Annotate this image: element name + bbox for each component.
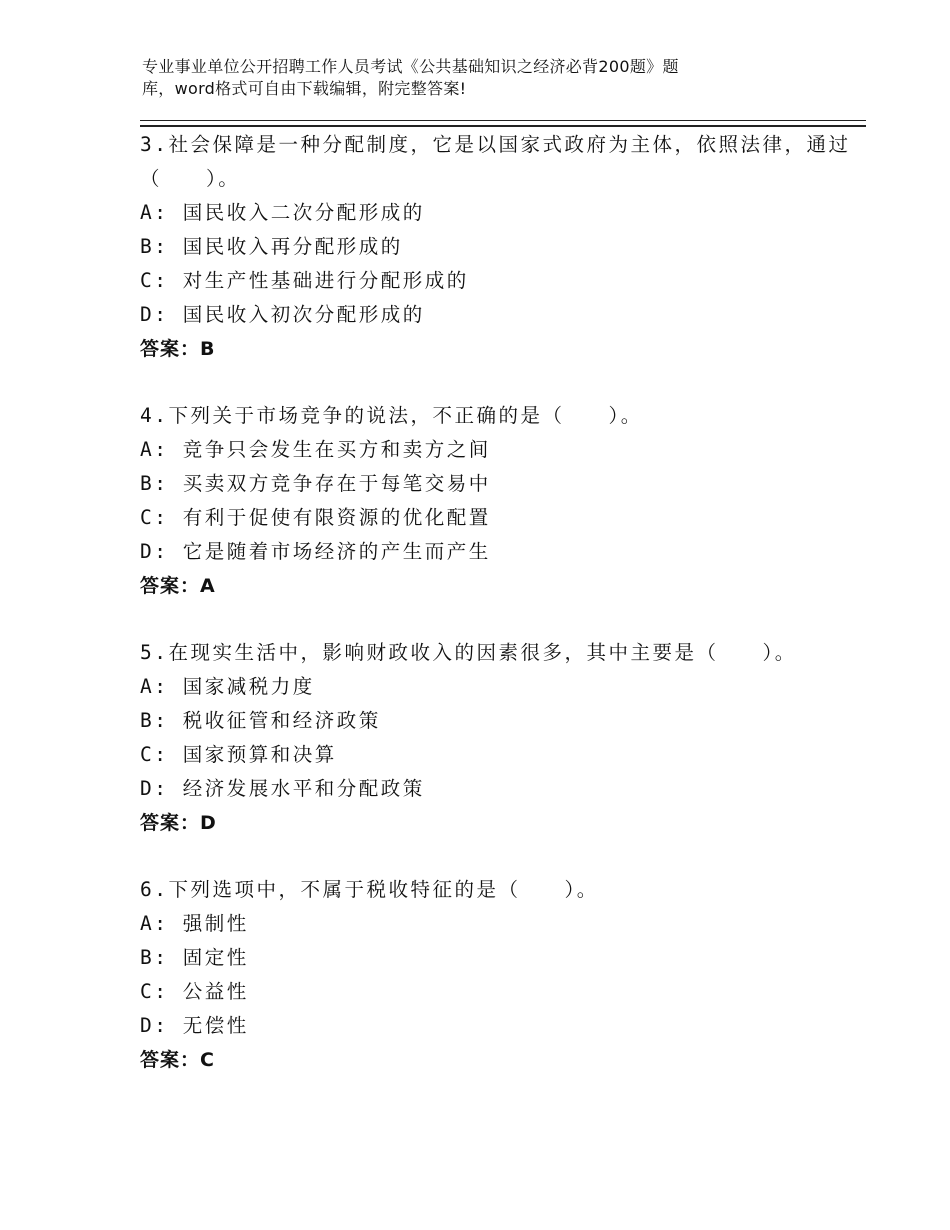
option-b	[140, 704, 860, 738]
option-letter: B:	[140, 472, 169, 495]
option-letter: D:	[140, 1014, 169, 1037]
option-a	[140, 670, 860, 704]
option-c	[140, 501, 860, 535]
header-divider	[140, 120, 866, 127]
option-letter: C:	[140, 980, 169, 1003]
question-stem: 4.下列关于市场竞争的说法，不正确的是（ ）。	[140, 404, 643, 427]
option-text: 国家预算和决算	[182, 743, 337, 766]
option-letter: A:	[140, 912, 169, 935]
option-text: 公益性	[182, 980, 249, 1003]
option-text: 它是随着市场经济的产生而产生	[182, 540, 491, 563]
option-text: 经济发展水平和分配政策	[182, 777, 425, 800]
option-text: 竞争只会发生在买方和卖方之间	[182, 438, 491, 461]
document-header	[142, 56, 792, 100]
option-text: 国民收入初次分配形成的	[182, 303, 425, 326]
question-stem: 6.下列选项中，不属于税收特征的是（ ）。	[140, 878, 599, 901]
option-b	[140, 467, 860, 501]
option-c	[140, 975, 860, 1009]
question-6	[140, 873, 860, 1077]
option-c	[140, 738, 860, 772]
question-5	[140, 636, 860, 840]
option-text: 固定性	[182, 946, 249, 969]
option-a	[140, 907, 860, 941]
option-letter: D:	[140, 303, 169, 326]
question-stem: 3.社会保障是一种分配制度，它是以国家式政府为主体，依照法律，通过（ ）。	[140, 133, 851, 190]
question-4	[140, 399, 860, 603]
option-letter: B:	[140, 235, 169, 258]
answer-label: 答案：A	[140, 575, 216, 597]
option-letter: A:	[140, 201, 169, 224]
question-stem: 5.在现实生活中，影响财政收入的因素很多，其中主要是（ ）。	[140, 641, 797, 664]
option-b	[140, 230, 860, 264]
answer-label: 答案：C	[140, 1049, 215, 1071]
header-title-line-1: 专业事业单位公开招聘工作人员考试《公共基础知识之经济必背200题》题	[142, 57, 679, 76]
option-c	[140, 264, 860, 298]
option-text: 强制性	[182, 912, 249, 935]
option-text: 买卖双方竞争存在于每笔交易中	[182, 472, 491, 495]
question-3	[140, 128, 860, 366]
option-b	[140, 941, 860, 975]
option-text: 无偿性	[182, 1014, 249, 1037]
answer-label: 答案：B	[140, 338, 216, 360]
option-text: 有利于促使有限资源的优化配置	[182, 506, 491, 529]
option-text: 国民收入二次分配形成的	[182, 201, 425, 224]
option-text: 国民收入再分配形成的	[182, 235, 403, 258]
option-text: 税收征管和经济政策	[182, 709, 381, 732]
option-a	[140, 196, 860, 230]
question-list	[140, 128, 860, 1110]
answer-label: 答案：D	[140, 812, 217, 834]
option-letter: D:	[140, 777, 169, 800]
option-d	[140, 772, 860, 806]
option-letter: B:	[140, 946, 169, 969]
option-letter: C:	[140, 269, 169, 292]
option-letter: A:	[140, 675, 169, 698]
option-letter: B:	[140, 709, 169, 732]
option-letter: C:	[140, 506, 169, 529]
option-a	[140, 433, 860, 467]
header-title-line-2: 库，word格式可自由下载编辑，附完整答案!	[142, 79, 467, 98]
option-letter: C:	[140, 743, 169, 766]
option-d	[140, 535, 860, 569]
option-text: 国家减税力度	[182, 675, 315, 698]
option-letter: A:	[140, 438, 169, 461]
option-letter: D:	[140, 540, 169, 563]
option-text: 对生产性基础进行分配形成的	[182, 269, 469, 292]
option-d	[140, 1009, 860, 1043]
option-d	[140, 298, 860, 332]
